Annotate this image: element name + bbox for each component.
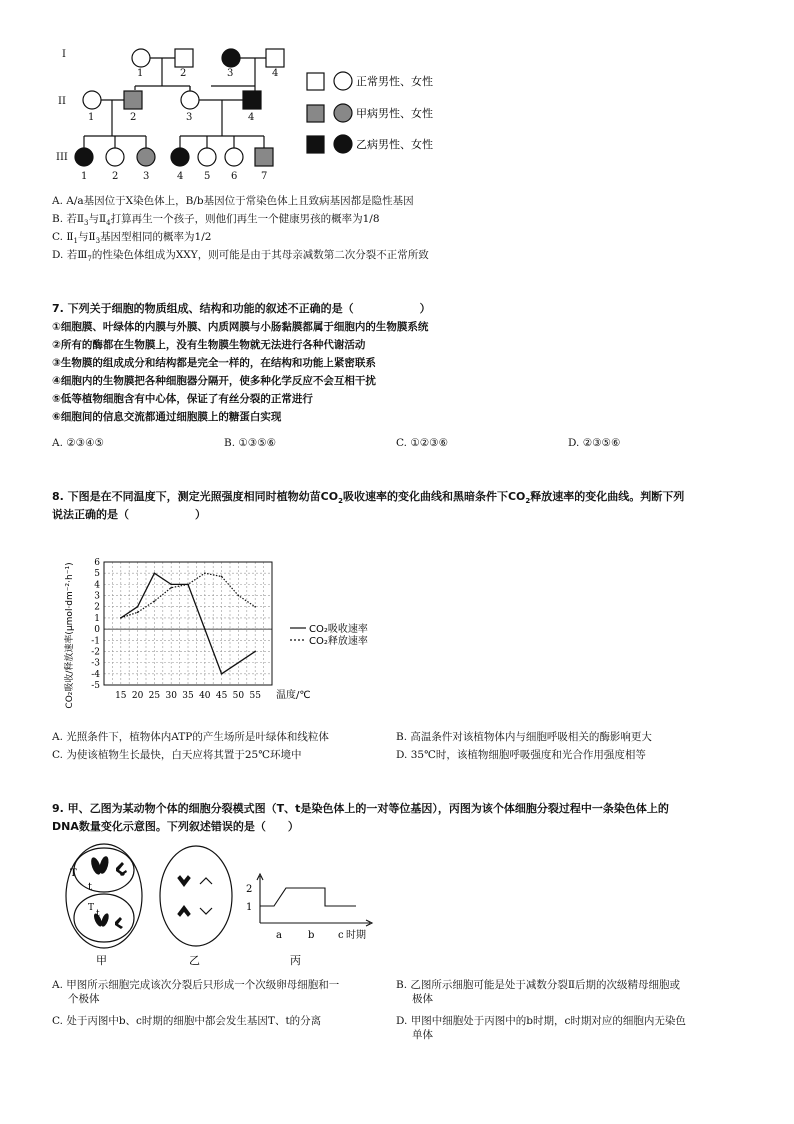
subscript: 3 (95, 237, 101, 246)
ind-label: 4 (248, 112, 255, 123)
series-point (170, 587, 172, 589)
ind-label: 3 (186, 112, 193, 123)
graph-ytick: 2 (246, 884, 253, 895)
series-point (154, 572, 156, 574)
q8-option-c[interactable]: C. 为使该植物生长最快，白天应将其置于25℃环境中 (52, 749, 302, 761)
legend-disease-b: 乙病男性、女性 (356, 138, 433, 151)
label-jia: 甲 (96, 954, 107, 967)
series-point (221, 673, 223, 675)
q7-item: ④细胞内的生物膜把各种细胞器分隔开，使多种化学反应不会互相干扰 (52, 375, 376, 387)
graph-xtick: b (308, 930, 315, 941)
legend-normal: 正常男性、女性 (356, 75, 433, 88)
y-axis-label: CO₂吸收/释放速率(μmol·dm⁻²·h⁻¹) (65, 562, 75, 709)
gen-label: II (58, 96, 66, 107)
q6-option-d[interactable] (52, 248, 429, 266)
ind-label: 6 (231, 171, 238, 182)
text: B. 若Ⅱ (52, 213, 85, 225)
q9-stem-line2: DNA数量变化示意图。下列叙述错误的是（ ） (52, 820, 299, 833)
ind-label: 2 (112, 171, 119, 182)
q9-option-a[interactable] (52, 978, 339, 1006)
q7-stem: 7. 下列关于细胞的物质组成、结构和功能的叙述不正确的是（ ） (52, 302, 431, 315)
y-tick-label: 1 (94, 613, 100, 624)
gen-label: I (62, 49, 66, 60)
q9-stem-line1: 9. 甲、乙图为某动物个体的细胞分裂模式图（T、t是染色体上的一对等位基因），丙图为该个体细胞分裂过程中一条染色体上的 (52, 802, 669, 815)
ind-label: 4 (177, 171, 184, 182)
q9-option-b[interactable] (396, 978, 680, 1006)
subscript: 2 (338, 497, 343, 506)
text: 个极体 (68, 993, 100, 1005)
q9-option-d[interactable] (396, 1014, 686, 1042)
text: 打算再生一个孩子，则他们再生一个健康男孩的概率为1/8 (110, 213, 380, 225)
ind-label: 3 (227, 68, 234, 79)
y-tick-label: 2 (94, 602, 100, 613)
gen-label: III (56, 152, 68, 163)
subscript: 1 (73, 237, 78, 246)
x-tick-label: 50 (232, 691, 245, 701)
q6-option-a[interactable]: A. A/a基因位于X染色体上，B/b基因位于常染色体上且致病基因都是隐性基因 (52, 195, 414, 207)
ind-label: 7 (261, 171, 268, 182)
co2-rate-chart (62, 550, 402, 725)
pedigree-chart (50, 38, 470, 188)
q7-option-d[interactable]: D. ②③⑤⑥ (568, 437, 621, 449)
text: 极体 (412, 993, 433, 1005)
y-tick-label: -1 (91, 636, 100, 647)
x-tick-label: 40 (199, 691, 211, 701)
x-axis-label: 温度/℃ (276, 690, 311, 701)
text: D. 甲图中细胞处于丙图中的b时期，c时期对应的细胞内无染色 (396, 1015, 686, 1027)
label-yi: 乙 (189, 954, 200, 967)
series-point (187, 584, 189, 586)
x-tick-label: 30 (165, 691, 177, 701)
y-tick-label: -4 (91, 669, 100, 680)
gene-label-T: T (88, 903, 95, 913)
x-tick-label: 15 (115, 691, 127, 701)
x-tick-label: 20 (131, 691, 144, 701)
graph-xtick: c (338, 930, 344, 941)
y-tick-label: 5 (94, 569, 100, 580)
x-tick-label: 55 (249, 691, 261, 701)
series-point (170, 584, 172, 586)
ind-label: 3 (143, 171, 150, 182)
cell-division-figures (60, 838, 390, 973)
q6-option-c[interactable] (52, 230, 211, 248)
ind-label: 4 (272, 68, 279, 79)
text: C. Ⅱ (52, 231, 74, 243)
text: 单体 (412, 1029, 433, 1041)
y-tick-label: 4 (94, 580, 100, 591)
q8-stem-line2: 说法正确的是（ ） (52, 508, 206, 521)
text: 释放速率的变化曲线。判断下列 (530, 490, 685, 503)
subscript: 2 (525, 497, 531, 506)
q8-option-b[interactable]: B. 高温条件对该植物体内与细胞呼吸相关的酶影响更大 (396, 731, 652, 743)
graph-xtick: a (276, 930, 282, 941)
series-point (254, 606, 256, 608)
y-tick-label: -2 (91, 647, 100, 658)
legend-disease-a: 甲病男性、女性 (356, 107, 433, 120)
text: A. 甲图所示细胞完成该次分裂后只形成一个次级卵母细胞和一 (52, 979, 340, 991)
series-point (120, 617, 122, 619)
q7-item: ②所有的酶都在生物膜上，没有生物膜生物就无法进行各种代谢活动 (52, 339, 366, 351)
ind-label: 2 (130, 112, 137, 123)
x-tick-label: 25 (148, 691, 161, 701)
text: B. 乙图所示细胞可能是处于减数分裂Ⅱ后期的次级精母细胞或 (396, 979, 681, 991)
gene-label-t: t (88, 882, 93, 893)
q9-option-c[interactable]: C. 处于丙图中b、c时期的细胞中都会发生基因T、t的分离 (52, 1015, 322, 1027)
legend-label: CO₂释放速率 (309, 636, 368, 647)
ind-label: 2 (180, 68, 187, 79)
legend-label: CO₂吸收速率 (309, 624, 368, 635)
q7-item: ①细胞膜、叶绿体的内膜与外膜、内质网膜与小肠黏膜都属于细胞内的生物膜系统 (52, 321, 429, 333)
q7-option-a[interactable]: A. ②③④⑤ (52, 437, 104, 449)
q7-item: ⑤低等植物细胞含有中心体，保证了有丝分裂的正常进行 (52, 393, 313, 405)
ind-label: 5 (204, 171, 211, 182)
series-point (137, 606, 139, 608)
text: 基因型相同的概率为1/2 (100, 231, 212, 243)
subscript: 4 (106, 219, 111, 228)
q7-option-b[interactable]: B. ①③⑤⑥ (224, 437, 277, 449)
x-tick-label: 45 (215, 691, 228, 701)
label-bing: 丙 (290, 954, 301, 967)
ind-label: 1 (81, 171, 88, 182)
series-point (204, 628, 206, 630)
subscript: 3 (84, 219, 89, 228)
series-point (221, 576, 223, 578)
ind-label: 1 (137, 68, 144, 79)
graph-ytick: 1 (246, 902, 253, 913)
series-point (137, 612, 139, 614)
text: 8. 下图是在不同温度下，测定光照强度相同时植物幼苗CO (52, 490, 339, 503)
q8-option-a[interactable]: A. 光照条件下，植物体内ATP的产生场所是叶绿体和线粒体 (52, 731, 329, 743)
series-point (254, 651, 256, 653)
graph-xlabel: 时期 (346, 930, 366, 941)
series-point (238, 595, 240, 597)
series-point (154, 600, 156, 602)
q7-item: ⑥细胞间的信息交流都通过细胞膜上的糖蛋白实现 (52, 411, 282, 423)
ind-label: 1 (88, 112, 95, 123)
y-tick-label: 6 (94, 558, 100, 568)
q7-option-c[interactable]: C. ①②③⑥ (396, 437, 448, 449)
series-point (204, 572, 206, 574)
y-tick-label: -5 (91, 681, 100, 691)
q7-item: ③生物膜的组成成分和结构都是完全一样的，在结构和功能上紧密联系 (52, 357, 376, 369)
text: D. 若Ⅲ (52, 249, 88, 261)
text: 与Ⅱ (88, 213, 107, 225)
gene-label-T: T (70, 868, 77, 879)
q8-option-d[interactable]: D. 35℃时，该植物细胞呼吸强度和光合作用强度相等 (396, 749, 646, 761)
y-tick-label: 3 (94, 591, 100, 602)
text: 与Ⅱ (77, 231, 96, 243)
subscript: 7 (87, 255, 92, 264)
x-tick-label: 35 (182, 691, 194, 701)
q6-option-b[interactable] (52, 212, 380, 230)
gene-label-t: t (96, 909, 100, 919)
text: 吸收速率的变化曲线和黑暗条件下CO (342, 490, 526, 503)
text: 的性染色体组成为XXY，则可能是由于其母亲减数第二次分裂不正常所致 (91, 249, 429, 261)
y-tick-label: 0 (94, 625, 100, 636)
y-tick-label: -3 (91, 658, 100, 669)
